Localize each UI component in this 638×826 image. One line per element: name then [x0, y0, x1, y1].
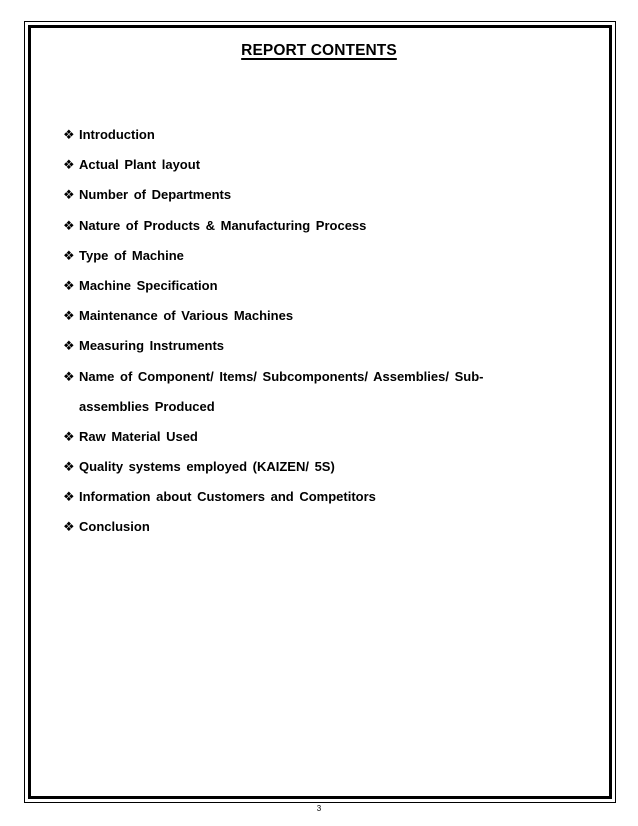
diamond-bullet-icon: ❖	[63, 519, 75, 535]
list-item	[63, 211, 583, 241]
diamond-bullet-icon: ❖	[63, 217, 75, 233]
list-item-label: Actual Plant layout	[79, 157, 201, 173]
diamond-bullet-icon: ❖	[63, 308, 75, 324]
diamond-bullet-icon: ❖	[63, 277, 75, 293]
diamond-bullet-icon: ❖	[63, 187, 75, 203]
list-item-label: Quality systems employed (KAIZEN/ 5S)	[79, 459, 335, 475]
list-item	[63, 331, 583, 361]
list-item	[63, 301, 583, 331]
diamond-bullet-icon: ❖	[63, 368, 75, 384]
list-item	[63, 452, 583, 482]
page-number: 3	[316, 804, 322, 813]
diamond-bullet-icon: ❖	[63, 489, 75, 505]
list-item-label: Type of Machine	[79, 247, 184, 263]
contents-list	[63, 120, 583, 543]
list-item-label: Maintenance of Various Machines	[79, 308, 294, 324]
diamond-bullet-icon: ❖	[63, 157, 75, 173]
list-item	[63, 512, 583, 542]
list-item-label: Information about Customers and Competitors	[79, 489, 376, 505]
list-item-label: Machine Specification	[79, 277, 218, 293]
list-item-label: Raw Material Used	[79, 428, 198, 444]
diamond-bullet-icon: ❖	[63, 428, 75, 444]
list-item	[63, 150, 583, 180]
list-item-label: Nature of Products & Manufacturing Process	[79, 217, 367, 233]
list-item	[63, 241, 583, 271]
list-item	[63, 120, 583, 150]
diamond-bullet-icon: ❖	[63, 247, 75, 263]
diamond-bullet-icon: ❖	[63, 127, 75, 142]
list-item	[63, 362, 583, 422]
list-item-label: Measuring Instruments	[79, 338, 225, 354]
list-item-label: Conclusion	[79, 519, 150, 535]
list-item-label: Name of Component/ Items/ Subcomponents/ Assemblies/ Sub-assemblies Produced	[79, 368, 484, 414]
list-item-label: Introduction	[79, 127, 155, 142]
list-item	[63, 482, 583, 512]
diamond-bullet-icon: ❖	[63, 338, 75, 354]
list-item-label: Number of Departments	[79, 187, 232, 203]
diamond-bullet-icon: ❖	[63, 459, 75, 475]
list-item	[63, 180, 583, 210]
list-item	[63, 422, 583, 452]
page-title	[0, 42, 638, 60]
list-item	[63, 271, 583, 301]
page-title-text: REPORT CONTENTS	[241, 42, 397, 59]
